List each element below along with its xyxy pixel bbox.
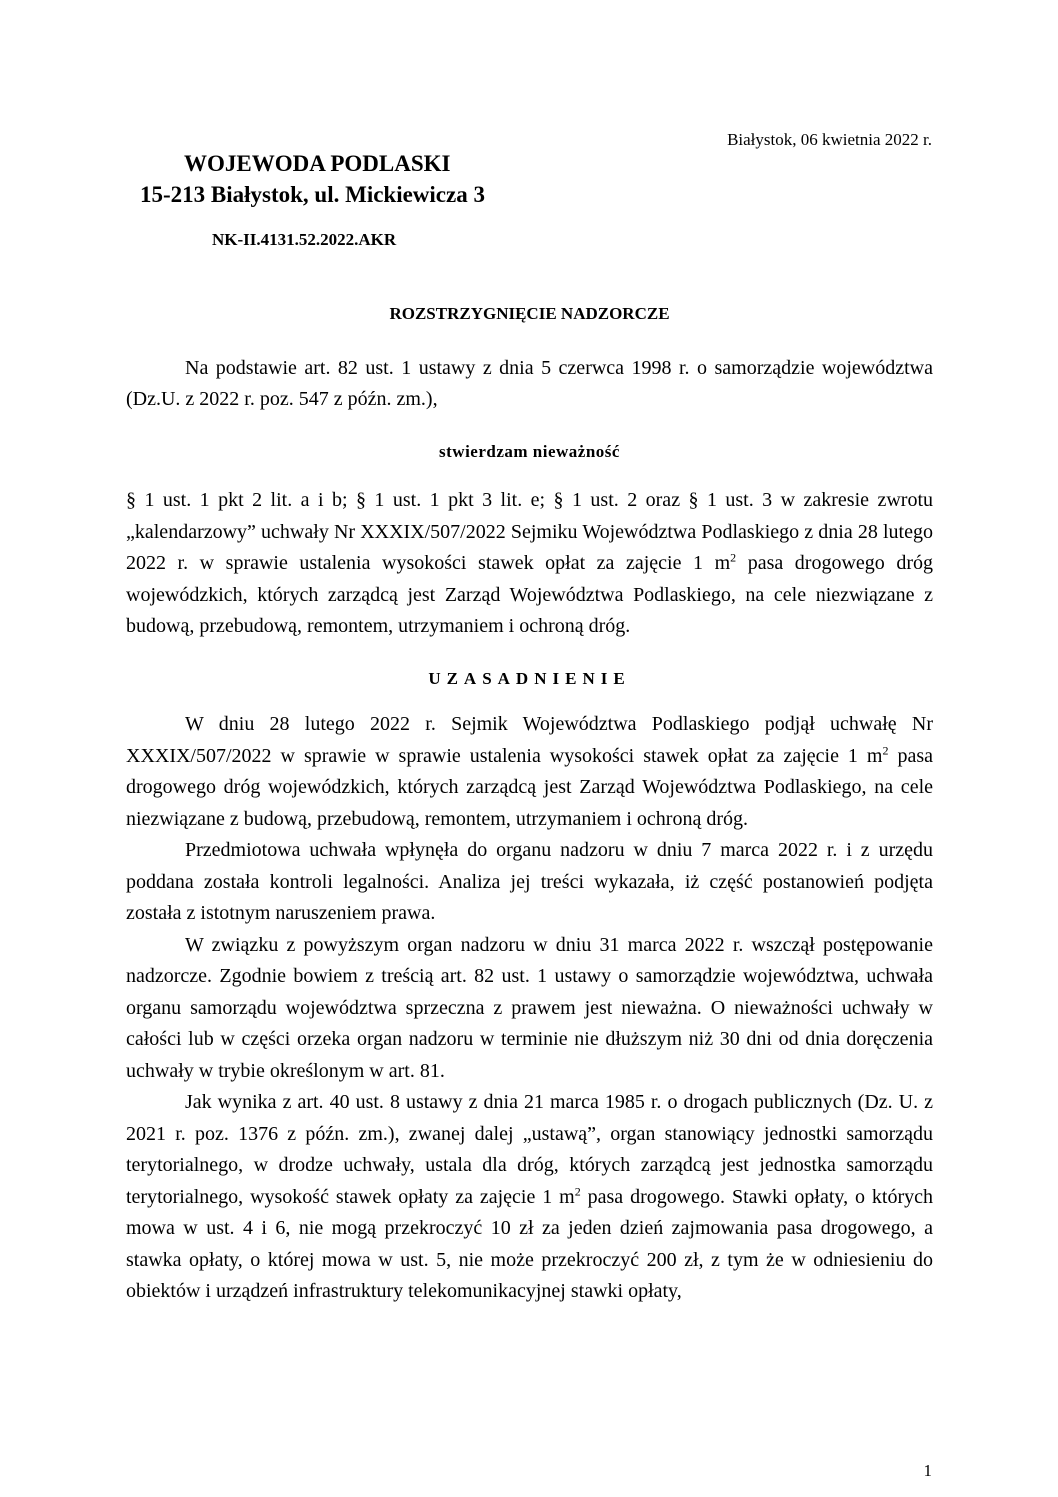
authority-header [140,148,485,210]
page-number: 1 [923,1461,932,1480]
scope-paragraph [126,485,933,643]
p4-text-1: Jak wynika z art. 40 ust. 8 ustawy z dnia 21 marca 1985 r. o drogach publicznych (Dz. U. z 2021 r. poz. 1376 z późn. zm.), zwanej dalej „ustawą”, organ stanowiący jednostki samorządu terytorialnego, w drodze uchwały, ustala dla dróg, których zarządcą jest jednostka samorządu terytorialnego, wysokość stawek opłaty za zajęcie 1 m [126,1091,933,1208]
justification-paragraph-2: Przedmiotowa uchwała wpłynęła do organu nadzoru w dniu 7 marca 2022 r. i z urzędu poddana została kontroli legalności. Analiza jej treści wykazała, iż część postanowień podjęta została z istotnym naruszeniem prawa. [126,839,933,924]
scope-text-1: § 1 ust. 1 pkt 2 lit. a i b; § 1 ust. 1 pkt 3 lit. e; § 1 ust. 2 oraz § 1 ust. 3 w zakresie zwrotu „kalendarzowy” uchwały Nr XXXIX/507/2022 Sejmiku Województwa Podlaskiego z dnia 28 lutego 2022 r. w sprawie ustalenia wysokości stawek opłat za zajęcie 1 m [126,489,933,574]
justification-heading: UZASADNIENIE [428,668,631,688]
p4-text-2: pasa drogowego. Stawki opłaty, o których mowa w ust. 4 i 6, nie mogą przekroczyć 10 zł za jeden dzień zajmowania pasa drogowego, a stawka opłaty, o której mowa w ust. 5, nie może przekroczyć 200 zł, z tym że w odniesieniu do obiektów i urządzeń infrastruktury telekomunikacyjnej stawki opłaty, [126,1185,934,1302]
justification-paragraph-1 [126,709,933,835]
scope-superscript: 2 [730,550,737,565]
intro-paragraph: Na podstawie art. 82 ust. 1 ustawy z dnia 5 czerwca 1998 r. o samorządzie województwa (Dz.U. z 2022 r. poz. 547 z późn. zm.), [126,356,933,410]
case-signature: NK-II.4131.52.2022.AKR [212,230,397,249]
p4-superscript: 2 [574,1183,581,1198]
justification-paragraph-4 [126,1087,933,1308]
p1-text-1: W dniu 28 lutego 2022 r. Sejmik Województwa Podlaskiego podjął uchwałę Nr XXXIX/507/2022 w sprawie w sprawie ustalenia wysokości stawek opłat za zajęcie 1 m [126,713,933,767]
scope-text-2: pasa drogowego dróg wojewódzkich, których zarządcą jest Zarząd Województwa Podlaskiego, na cele niezwiązane z budową, przebudową, remontem, utrzymaniem i ochroną dróg. [126,552,933,637]
authority-name: WOJEWODA PODLASKI [184,151,451,176]
p1-superscript: 2 [882,742,889,757]
document-date: Białystok, 06 kwietnia 2022 r. [727,130,932,149]
document-title: ROZSTRZYGNIĘCIE NADZORCZE [389,304,670,323]
document-body [126,298,933,1308]
ruling-heading: stwierdzam nieważność [439,441,620,461]
p1-text-2: pasa drogowego dróg wojewódzkich, których zarządcą jest Zarząd Województwa Podlaskiego, na cele niezwiązane z budową, przebudową, remontem, utrzymaniem i ochroną dróg. [126,744,933,830]
justification-paragraph-3: W związku z powyższym organ nadzoru w dniu 31 marca 2022 r. wszczął postępowanie nadzorcze. Zgodnie bowiem z treścią art. 82 ust. 1 ustawy o samorządzie województwa, uchwała organu samorządu województwa sprzeczna z prawem jest nieważna. O nieważności uchwały w całości lub w części orzeka organ nadzoru w terminie nie dłuższym niż 30 dni od dnia doręczenia uchwały w trybie określonym w art. 81. [126,933,933,1082]
authority-address: 15-213 Białystok, ul. Mickiewicza 3 [140,182,485,207]
